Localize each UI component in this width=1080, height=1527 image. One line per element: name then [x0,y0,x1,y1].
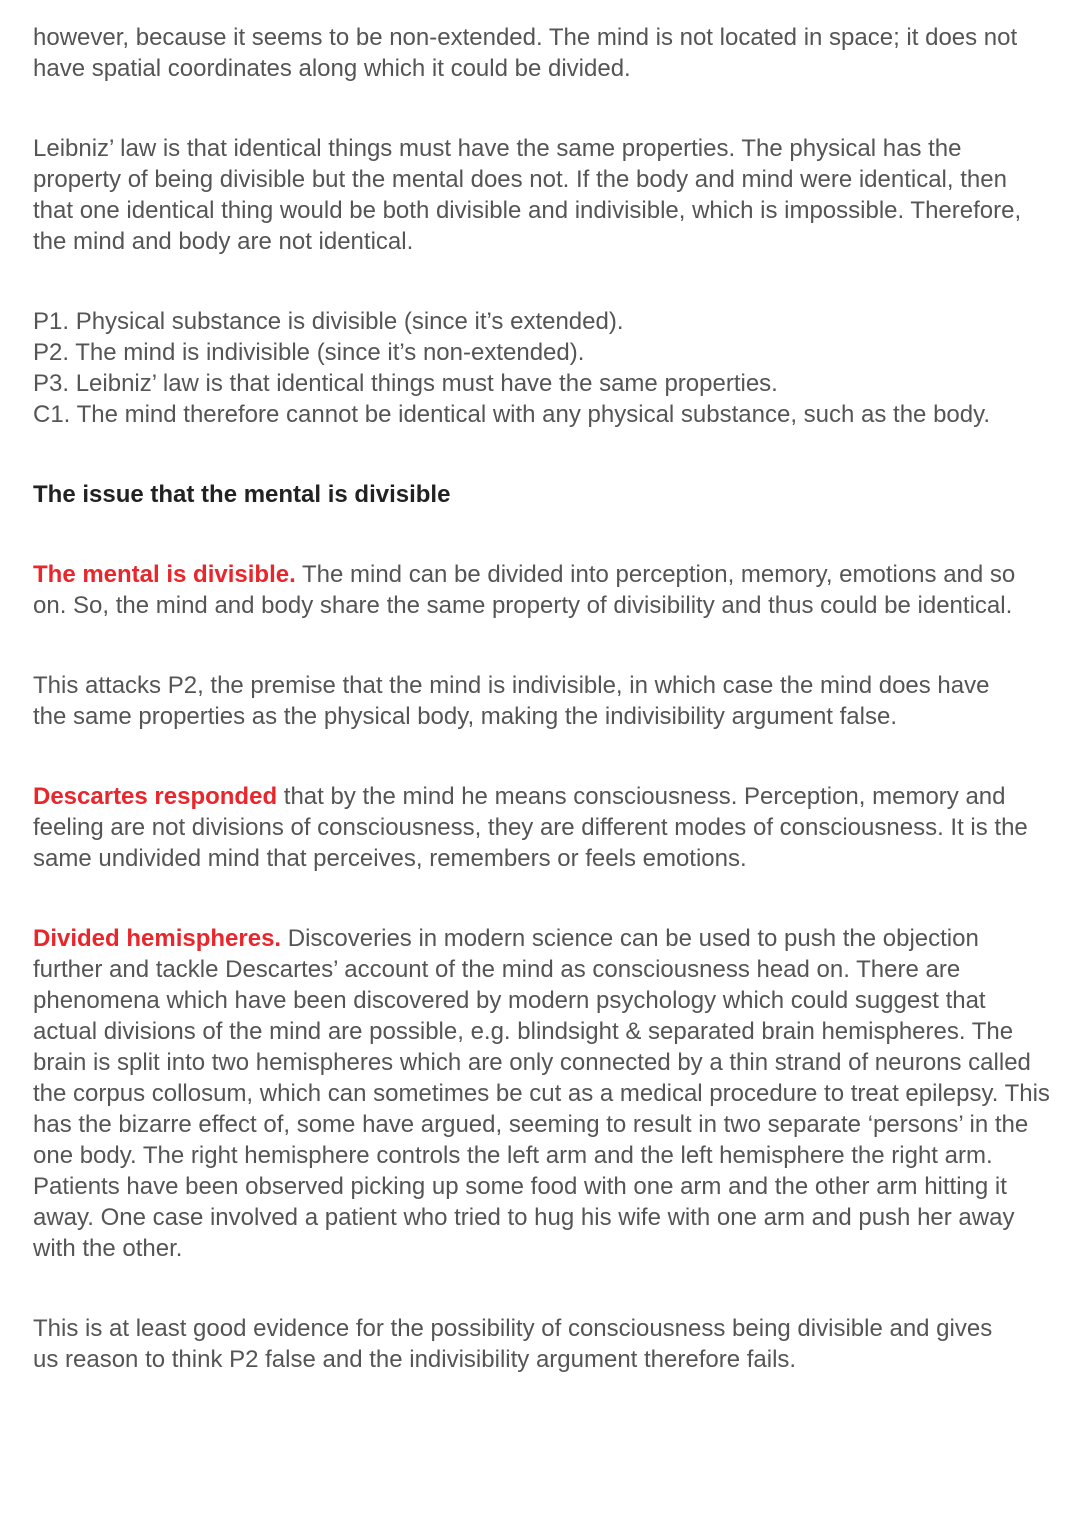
divided-hemispheres-text: Discoveries in modern science can be used to push the objection further and tackle Descartes’ account of the mind as consciousness head on. There are phenomena which have been discovered by modern psychology which could suggest that actual divisions of the mind are possible, e.g. blindsight & separated brain hemispheres. The brain is split into two hemispheres which are only connected by a thin strand of neurons called the corpus collosum, which can sometimes be cut as a medical procedure to treat epilepsy. This has the bizarre effect of, some have argued, seeming to result in two separate ‘persons’ in the one body. The right hemisphere controls the left arm and the left hemisphere the right arm. Patients have been observed picking up some food with one arm and the other arm hitting it away. One case involved a patient who tried to hug his wife with one arm and push her away with the other. [33,925,1050,1262]
premise-p2: P2. The mind is indivisible (since it’s non-extended). [33,339,585,366]
premise-p1: P1. Physical substance is divisible (since it’s extended). [33,308,624,335]
divided-hemispheres-lead: Divided hemispheres. [33,925,282,952]
intro-paragraph: however, because it seems to be non-extended. The mind is not located in space; it does not have spatial coordinates along which it could be divided. [33,24,1018,82]
leibniz-law-paragraph: Leibniz’ law is that identical things must have the same properties. The physical has the property of being divisible but the mental does not. If the body and mind were identical, then that one identical thing would be both divisible and indivisible, which is impossible. Therefore, the mind and body are not identical. [33,135,1022,255]
attacks-p2-paragraph: This attacks P2, the premise that the mind is indivisible, in which case the mind does have the same properties as the physical body, making the indivisibility argument false. [33,672,990,730]
divided-hemispheres-paragraph [33,923,1051,1264]
section-heading: The issue that the mental is divisible [33,481,451,508]
descartes-response-text: that by the mind he means consciousness. Perception, memory and feeling are not divisions of consciousness, they are different modes of consciousness. It is the same undivided mind that perceives, remembers or feels emotions. [33,783,1028,872]
mental-divisible-paragraph [33,559,1028,621]
descartes-response-lead: Descartes responded [33,783,278,810]
mental-divisible-text: The mind can be divided into perception, memory, emotions and so on. So, the mind and body share the same property of divisibility and thus could be identical. [33,561,1016,619]
document-page [33,22,1058,1375]
descartes-response-paragraph [33,781,1028,874]
premise-p3: P3. Leibniz’ law is that identical things must have the same properties. [33,370,778,397]
conclusion-c1: C1. The mind therefore cannot be identical with any physical substance, such as the body. [33,401,990,428]
argument-premises [33,306,998,430]
mental-divisible-lead: The mental is divisible. [33,561,296,588]
conclusion-paragraph: This is at least good evidence for the possibility of consciousness being divisible and gives us reason to think P2 false and the indivisibility argument therefore fails. [33,1315,993,1373]
